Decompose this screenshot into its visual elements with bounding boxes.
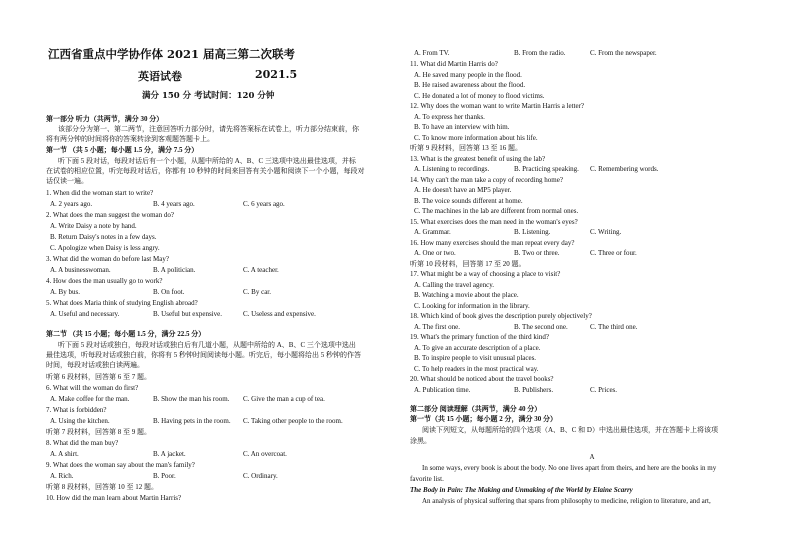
section-heading: 第一部分 听力（共两节，满分 30 分） — [46, 115, 164, 123]
text-line: 15. What exercises does the man need in the woman's eyes? — [410, 218, 578, 226]
answer-option: C. By car. — [243, 288, 271, 296]
text-line: 听第 7 段材料，回答第 8 至 9 题。 — [46, 428, 151, 436]
answer-option: A. A shirt. — [50, 450, 79, 458]
answer-option: B. On foot. — [153, 288, 185, 296]
answer-option: B. Having pets in the room. — [153, 417, 231, 425]
answer-option: C. Writing. — [590, 228, 622, 236]
text-line: 3. What did the woman do before last May? — [46, 255, 169, 263]
answer-option: C. Prices. — [590, 386, 618, 394]
answer-option: C. Give the man a cup of tea. — [243, 395, 325, 403]
text-line: 9. What does the woman say about the man's family? — [46, 461, 195, 469]
text-line: In some ways, every book is about the body. No one lives apart from theirs, and here are the books in my — [422, 464, 717, 472]
text-line: C. To know more information about his life. — [414, 134, 538, 142]
text-line: 听下面 5 段对话，每段对话后有一个小题，从题中所给的 A、B、C 三选项中选出最佳选项，并标 — [58, 157, 356, 165]
text-line: 该部分分为第一、第二两节，注意回答听力部分时，请先将答案标在试卷上，听力部分结束前，你 — [58, 125, 359, 133]
text-line: 时间，每段对话或独白读两遍。 — [46, 361, 144, 369]
answer-option: B. Show the man his room. — [153, 395, 230, 403]
section-heading: 第一节 （共 5 小题；每小题 1.5 分，满分 7.5 分） — [46, 146, 199, 154]
text-line: 听第 10 段材料，回答第 17 至 20 题。 — [410, 260, 526, 268]
text-line: A. Calling the travel agency. — [414, 281, 495, 289]
text-line: 16. How many exercises should the man repeat every day? — [410, 239, 575, 247]
answer-option: A. Make coffee for the man. — [50, 395, 130, 403]
text-line: 11. What did Martin Harris do? — [410, 60, 498, 68]
text-line: 10. How did the man learn about Martin Harris? — [46, 494, 182, 502]
answer-option: A. One or two. — [414, 249, 456, 257]
text-line: 将有两分钟的时间将你的答案转涂到客观题答题卡上。 — [46, 135, 214, 143]
text-line: B. He raised awareness about the flood. — [414, 81, 526, 89]
text-line: 4. How does the man usually go to work? — [46, 277, 163, 285]
exam-title: 江西省重点中学协作体 2021 届高三第二次联考 — [48, 47, 296, 61]
answer-option: A. Rich. — [50, 472, 74, 480]
answer-option: B. Listening. — [514, 228, 551, 236]
text-line: C. Looking for information in the library. — [414, 302, 530, 310]
answer-option: A. Listening to recordings. — [414, 165, 490, 173]
answer-option: B. From the radio. — [514, 49, 566, 57]
text-line: 7. What is forbidden? — [46, 406, 107, 414]
text-line: C. To help readers in the most practical way. — [414, 365, 539, 373]
answer-option: B. The second one. — [514, 323, 568, 331]
text-line: 听第 6 段材料，回答第 6 至 7 题。 — [46, 373, 151, 381]
answer-option: A. Using the kitchen. — [50, 417, 110, 425]
text-line: An analysis of physical suffering that spans from philosophy to medicine, religion to literature, and art, — [422, 497, 711, 505]
answer-option: B. Two or three. — [514, 249, 560, 257]
text-line: C. The machines in the lab are different from normal ones. — [414, 207, 579, 215]
exam-meta: 满分 150 分 考试时间：120 分钟 — [142, 91, 275, 101]
text-line: A — [589, 453, 595, 461]
text-line: 涂黑。 — [410, 437, 431, 445]
text-line: 12. Why does the woman want to write Martin Harris a letter? — [410, 102, 585, 110]
text-line: C. Apologize when Daisy is less angry. — [50, 244, 160, 252]
answer-option: C. The third one. — [590, 323, 638, 331]
section-heading: 第二节 （共 15 小题；每小题 1.5 分，满分 22.5 分） — [46, 330, 206, 338]
text-line: 5. What does Maria think of studying English abroad? — [46, 299, 198, 307]
text-line: 2. What does the man suggest the woman do? — [46, 211, 174, 219]
text-line: 20. What should be noticed about the travel books? — [410, 375, 554, 383]
answer-option: A. 2 years ago. — [50, 200, 93, 208]
answer-option: C. Ordinary. — [243, 472, 278, 480]
text-line: 1. When did the woman start to write? — [46, 189, 154, 197]
text-line: B. Return Daisy's notes in a few days. — [50, 233, 157, 241]
answer-option: B. Poor. — [153, 472, 176, 480]
answer-option: C. Taking other people to the room. — [243, 417, 343, 425]
section-heading: 第一节（共 15 小题；每小题 2 分，满分 30 分） — [410, 415, 557, 423]
text-line: 6. What will the woman do first? — [46, 384, 139, 392]
answer-option: C. Remembering words. — [590, 165, 659, 173]
text-line: A. To give an accurate description of a place. — [414, 344, 541, 352]
answer-option: C. A teacher. — [243, 266, 279, 274]
answer-option: A. Publication time. — [414, 386, 471, 394]
answer-option: A. Grammar. — [414, 228, 451, 236]
answer-option: A. A businesswoman. — [50, 266, 111, 274]
text-line: 19. What's the primary function of the third kind? — [410, 333, 549, 341]
answer-option: C. 6 years ago. — [243, 200, 285, 208]
answer-option: C. Useless and expensive. — [243, 310, 316, 318]
answer-option: B. Practicing speaking. — [514, 165, 579, 173]
text-line: A. To express her thanks. — [414, 113, 485, 121]
text-line: A. He saved many people in the flood. — [414, 71, 522, 79]
text-line: B. The voice sounds different at home. — [414, 197, 523, 205]
text-line: 17. What might be a way of choosing a place to visit? — [410, 270, 561, 278]
section-heading: 第二部分 阅读理解（共两节，满分 40 分） — [410, 405, 542, 413]
text-line: The Body in Pain: The Making and Unmaking of the World by Elaine Scarry — [410, 486, 633, 494]
text-line: favorite list. — [410, 475, 444, 483]
answer-option: B. A jacket. — [153, 450, 186, 458]
answer-option: B. A politician. — [153, 266, 196, 274]
text-line: B. To inspire people to visit unusual places. — [414, 354, 537, 362]
answer-option: A. The first one. — [414, 323, 460, 331]
text-line: 13. What is the greatest benefit of using the lab? — [410, 155, 546, 163]
exam-subject: 英语试卷 — [138, 70, 182, 83]
answer-option: C. Three or four. — [590, 249, 637, 257]
answer-option: B. 4 years ago. — [153, 200, 195, 208]
text-line: 话仅读一遍。 — [46, 177, 88, 185]
answer-option: A. From TV. — [414, 49, 450, 57]
text-line: A. He doesn't have an MP5 player. — [414, 186, 512, 194]
text-line: 听第 9 段材料，回答第 13 至 16 题。 — [410, 144, 522, 152]
answer-option: B. Publishers. — [514, 386, 554, 394]
text-line: 8. What did the man buy? — [46, 439, 119, 447]
text-line: 14. Why can't the man take a copy of recording home? — [410, 176, 563, 184]
text-line: A. Write Daisy a note by hand. — [50, 222, 137, 230]
text-line: 听下面 5 段对话或独白，每段对话或独白后有几道小题，从题中所给的 A、B、C 三个选项中选出 — [58, 341, 356, 349]
text-line: B. To have an interview with him. — [414, 123, 510, 131]
text-line: B. Watching a movie about the place. — [414, 291, 519, 299]
text-line: 在试卷的相应位置，听完每段对话后，你都有 10 秒钟的时间来回答有关小题和阅读下一个小题，每段对 — [46, 167, 365, 175]
answer-option: A. Useful and necessary. — [50, 310, 120, 318]
text-line: 阅读下列短文，从每题所给的四个选项（A、B、C 和 D）中选出最佳选项，并在答题卡上将该项 — [422, 426, 718, 434]
text-line: 听第 8 段材料，回答第 10 至 12 题。 — [46, 483, 158, 491]
answer-option: B. Useful but expensive. — [153, 310, 223, 318]
answer-option: A. By bus. — [50, 288, 80, 296]
text-line: C. He donated a lot of money to flood victims. — [414, 92, 545, 100]
text-line: 18. Which kind of book gives the description purely objectively? — [410, 312, 592, 320]
exam-date: 2021.5 — [255, 68, 298, 81]
answer-option: C. From the newspaper. — [590, 49, 657, 57]
answer-option: C. An overcoat. — [243, 450, 287, 458]
text-line: 最佳选项，听每段对话或独白前，你将有 5 秒钟时间阅读每小题。听完后，每小题将给出 5 秒钟的作答 — [46, 351, 361, 359]
